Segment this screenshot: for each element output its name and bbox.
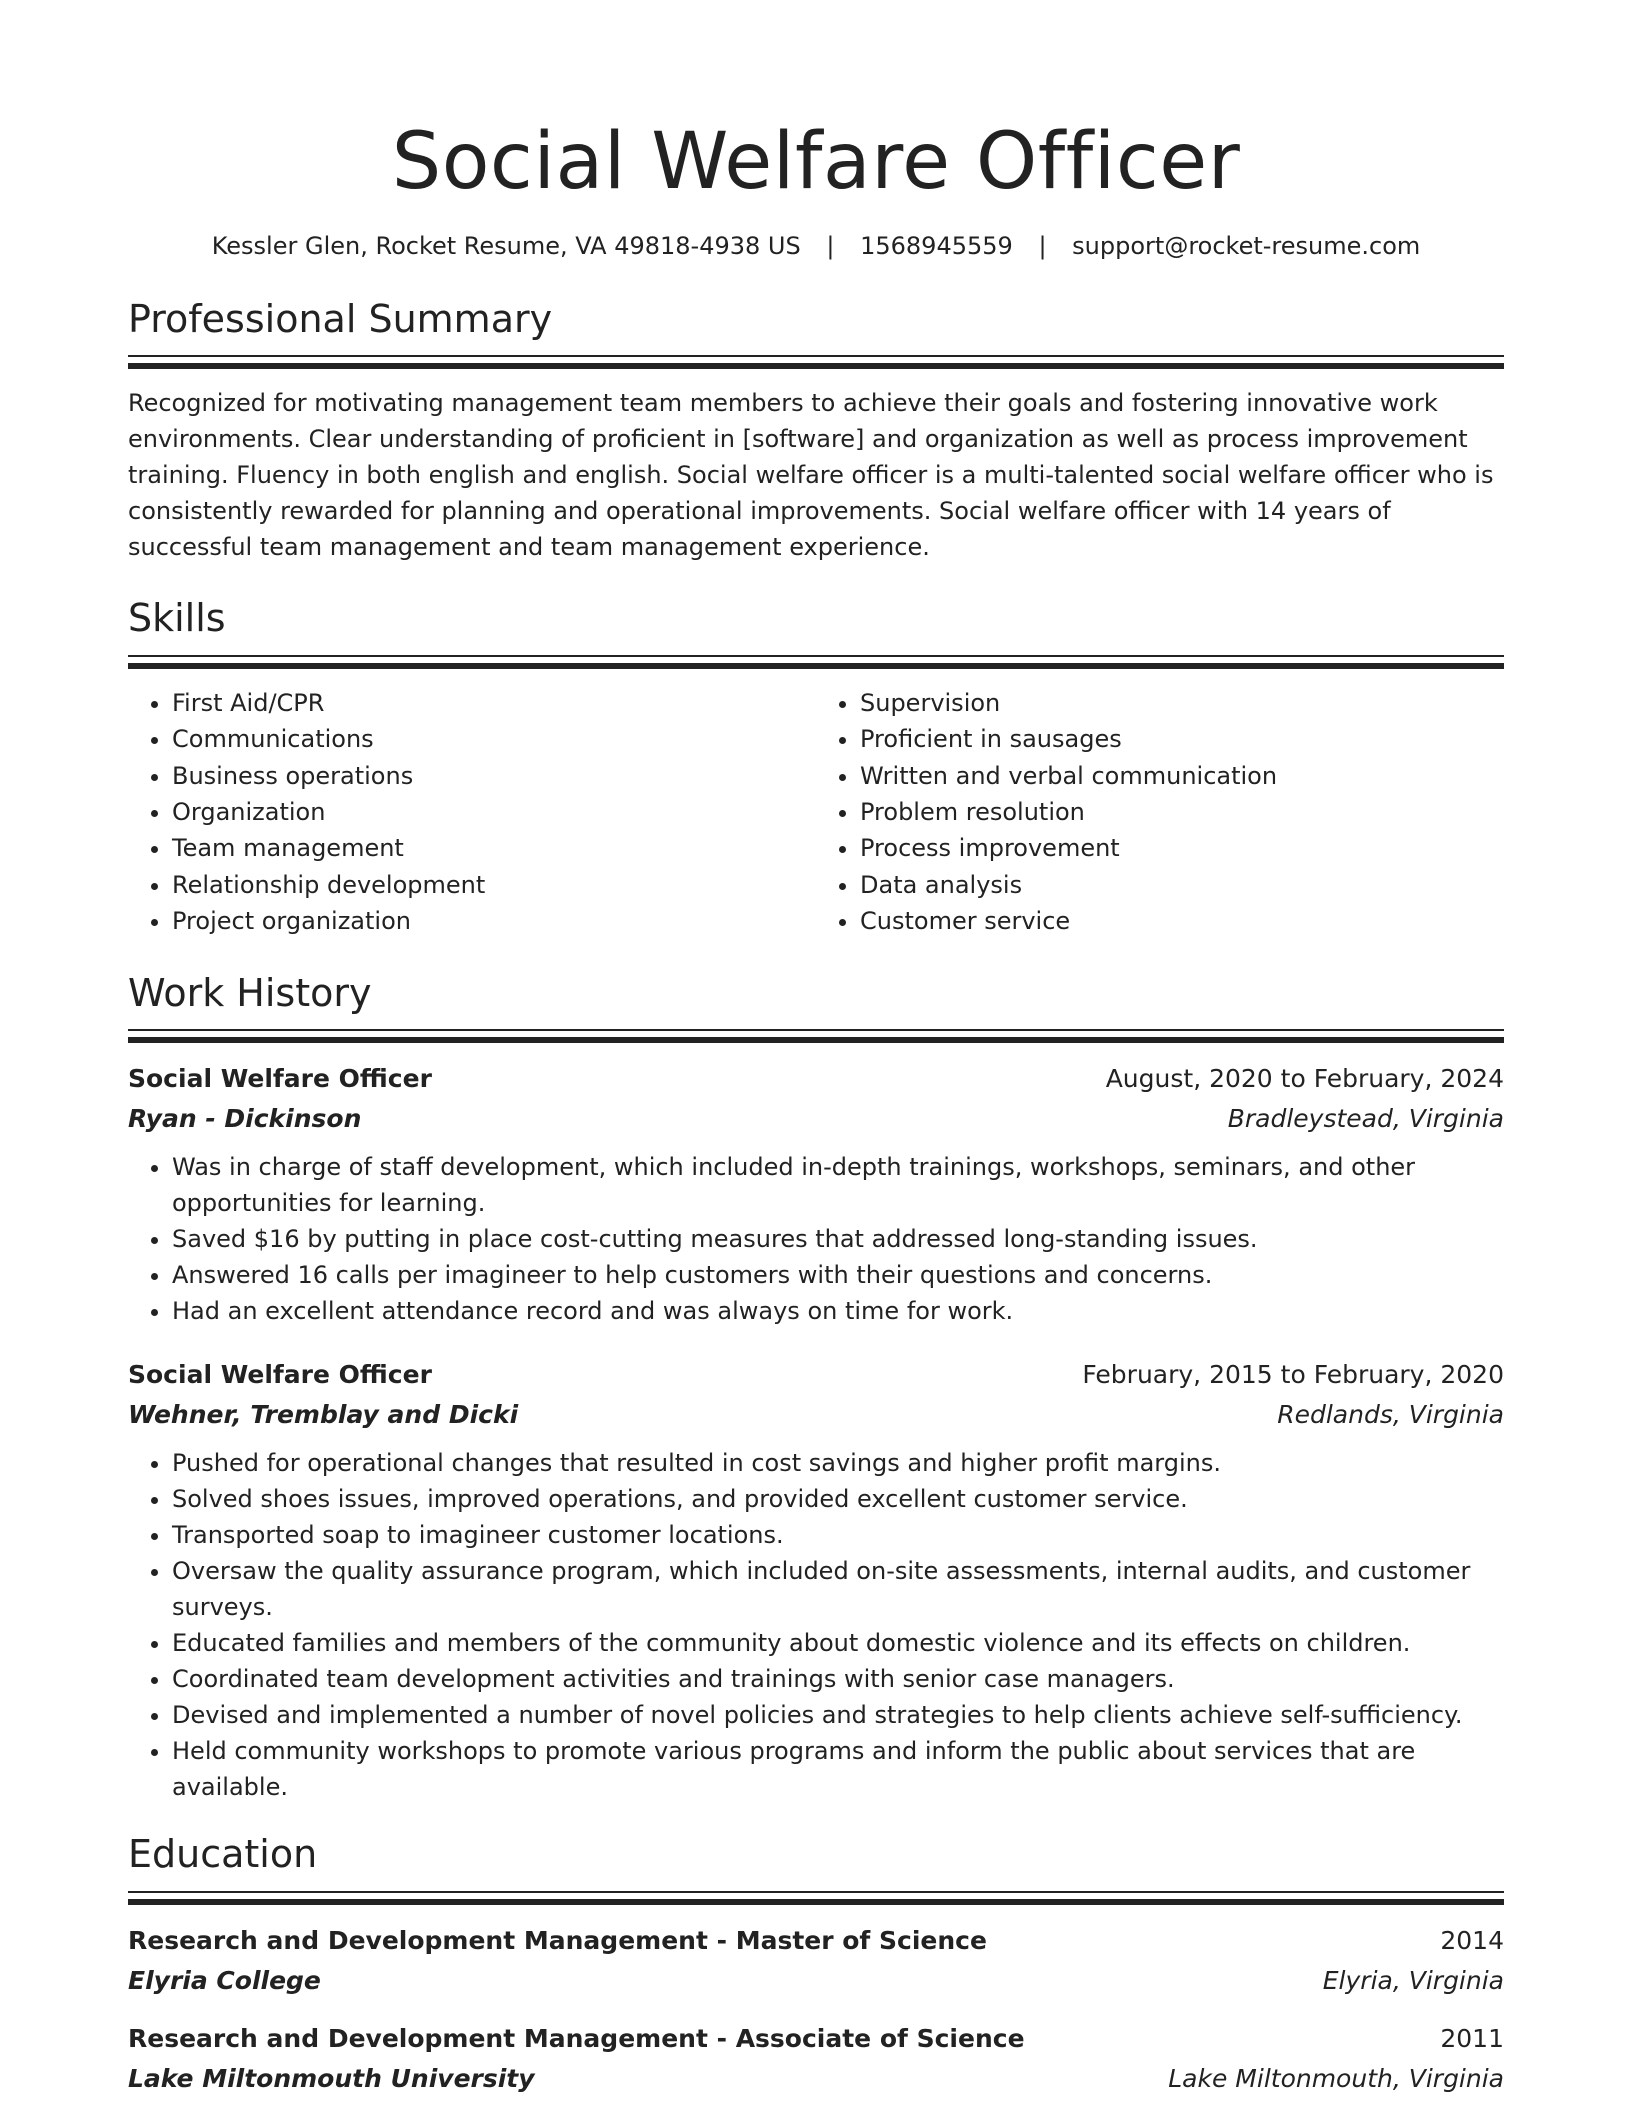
education-school-row xyxy=(128,2059,1504,2099)
contact-line xyxy=(128,232,1504,260)
job-location: Bradleystead, Virginia xyxy=(1227,1104,1504,1134)
section-divider xyxy=(128,1891,1504,1905)
skill-item: • Communications xyxy=(172,721,816,757)
skill-item: • Team management xyxy=(172,830,816,866)
education-degree: Research and Development Management - Master of Science xyxy=(128,1925,987,1955)
job-bullet: • Oversaw the quality assurance program, which included on-site assessments, internal audits, and customer surveys. xyxy=(172,1553,1504,1625)
skill-item: • Business operations xyxy=(172,758,816,794)
education-header-row xyxy=(128,1921,1504,1961)
section-divider xyxy=(128,655,1504,669)
skills-column-left xyxy=(128,685,816,940)
education-school: Lake Miltonmouth University xyxy=(128,2063,535,2093)
job-entry xyxy=(128,1355,1504,1805)
job-title: Social Welfare Officer xyxy=(128,1360,432,1390)
education-header-row xyxy=(128,2019,1504,2059)
skills-column-right xyxy=(816,685,1504,940)
skill-item: • Supervision xyxy=(860,685,1504,721)
job-header-row xyxy=(128,1355,1504,1395)
skill-item: • Project organization xyxy=(172,903,816,939)
education-section xyxy=(128,1831,1504,2099)
job-bullet: • Transported soap to imagineer customer locations. xyxy=(172,1517,1504,1553)
contact-separator: | xyxy=(1038,231,1047,260)
contact-address: Kessler Glen, Rocket Resume, VA 49818-4938 US xyxy=(211,231,801,260)
job-bullet: • Saved $16 by putting in place cost-cutting measures that addressed long-standing issues. xyxy=(172,1221,1504,1257)
job-bullet: • Had an excellent attendance record and was always on time for work. xyxy=(172,1293,1504,1329)
job-bullet: • Coordinated team development activities and trainings with senior case managers. xyxy=(172,1661,1504,1697)
section-title-summary: Professional Summary xyxy=(128,296,553,341)
education-school-row xyxy=(128,1961,1504,2001)
job-dates: February, 2015 to February, 2020 xyxy=(1082,1360,1504,1390)
job-bullet: • Answered 16 calls per imagineer to help customers with their questions and concerns. xyxy=(172,1257,1504,1293)
job-bullet: • Held community workshops to promote various programs and inform the public about services that are available. xyxy=(172,1733,1504,1805)
education-year: 2014 xyxy=(1440,1925,1504,1955)
job-location: Redlands, Virginia xyxy=(1277,1400,1504,1430)
section-title-work-history: Work History xyxy=(128,970,372,1015)
job-entry xyxy=(128,1059,1504,1329)
job-title: Social Welfare Officer xyxy=(128,1064,432,1094)
section-title-skills: Skills xyxy=(128,596,226,641)
section-title-education: Education xyxy=(128,1832,318,1877)
summary-section xyxy=(128,296,1504,566)
job-bullet: • Was in charge of staff development, which included in-depth trainings, workshops, seminars, and other opportunities for learning. xyxy=(172,1149,1504,1221)
resume-name: Social Welfare Officer xyxy=(391,117,1241,207)
skill-item: • First Aid/CPR xyxy=(172,685,816,721)
skill-item: • Data analysis xyxy=(860,867,1504,903)
job-company-row xyxy=(128,1395,1504,1435)
education-location: Elyria, Virginia xyxy=(1322,1965,1504,1995)
education-location: Lake Miltonmouth, Virginia xyxy=(1168,2063,1504,2093)
education-degree: Research and Development Management - Associate of Science xyxy=(128,2023,1025,2053)
education-entry xyxy=(128,1921,1504,2001)
job-company-row xyxy=(128,1099,1504,1139)
job-company: Wehner, Tremblay and Dicki xyxy=(128,1400,519,1430)
skill-item: • Organization xyxy=(172,794,816,830)
skill-item: • Relationship development xyxy=(172,867,816,903)
job-bullet: • Devised and implemented a number of novel policies and strategies to help clients achieve self-sufficiency. xyxy=(172,1697,1504,1733)
job-company: Ryan - Dickinson xyxy=(128,1104,362,1134)
section-divider xyxy=(128,1029,1504,1043)
contact-separator: | xyxy=(826,231,835,260)
skill-item: • Process improvement xyxy=(860,830,1504,866)
job-bullet: • Pushed for operational changes that resulted in cost savings and higher profit margins. xyxy=(172,1445,1504,1481)
skill-item: • Problem resolution xyxy=(860,794,1504,830)
job-dates: August, 2020 to February, 2024 xyxy=(1105,1064,1504,1094)
education-entry xyxy=(128,2019,1504,2099)
skills-list xyxy=(128,685,1504,940)
job-bullets xyxy=(128,1149,1504,1329)
contact-phone: 1568945559 xyxy=(860,231,1013,260)
summary-text: Recognized for motivating management team members to achieve their goals and fostering innovative work environments. Clear understanding of proficient in [software] and organization as well as process improvement training. Fluency in both english and english. Social welfare officer is a multi-talented social welfare officer who is consistently rewarded for planning and operational improvements. Social welfare officer with 14 years of successful team management and team management experience. xyxy=(128,389,1494,562)
job-header-row xyxy=(128,1059,1504,1099)
skill-item: • Customer service xyxy=(860,903,1504,939)
education-school: Elyria College xyxy=(128,1965,321,1995)
contact-email: support@rocket-resume.com xyxy=(1072,231,1421,260)
work-history-section xyxy=(128,970,1504,1806)
skill-item: • Proficient in sausages xyxy=(860,721,1504,757)
job-bullet: • Solved shoes issues, improved operations, and provided excellent customer service. xyxy=(172,1481,1504,1517)
education-year: 2011 xyxy=(1440,2023,1504,2053)
skills-section xyxy=(128,595,1504,939)
job-bullets xyxy=(128,1445,1504,1805)
job-bullet: • Educated families and members of the community about domestic violence and its effects on children. xyxy=(172,1625,1504,1661)
section-divider xyxy=(128,355,1504,369)
skill-item: • Written and verbal communication xyxy=(860,758,1504,794)
